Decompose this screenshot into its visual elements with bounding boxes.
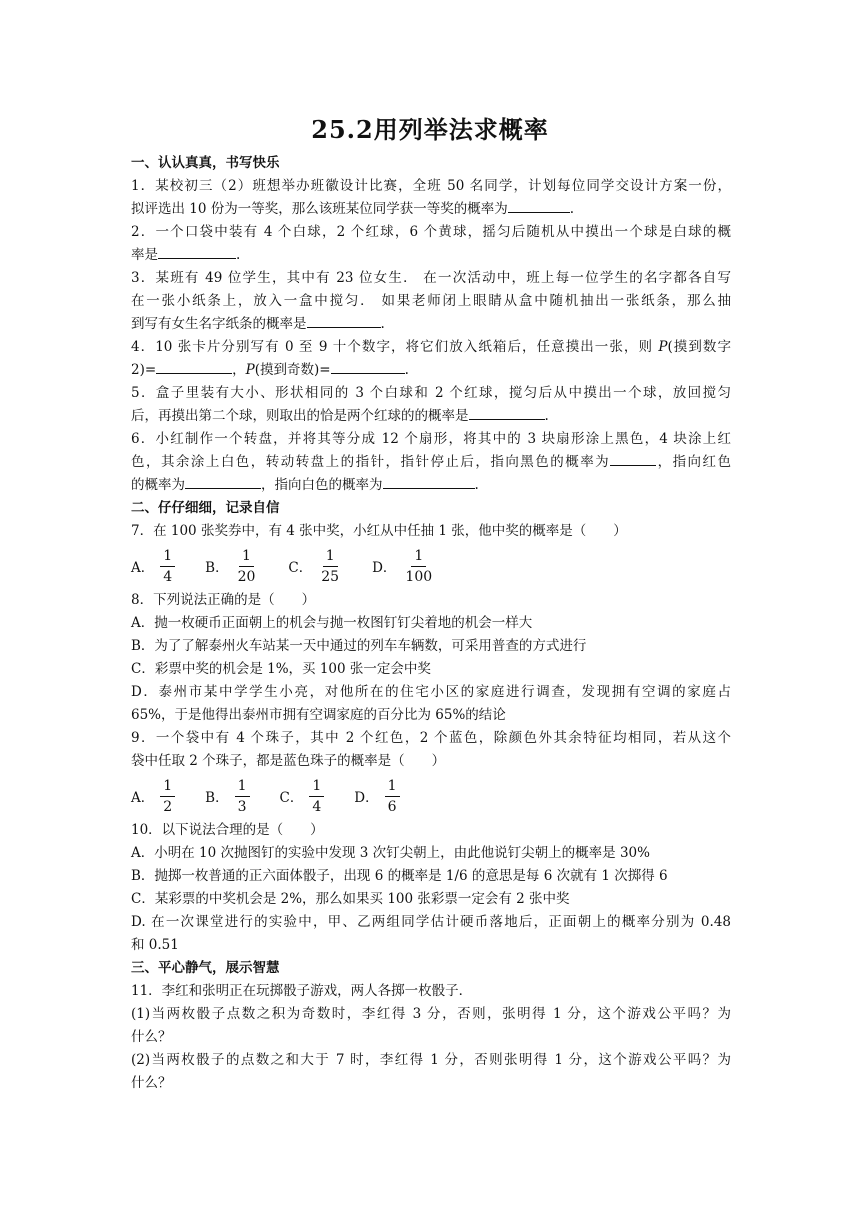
numerator: 1 — [411, 547, 426, 567]
question-8-stem: 8．下列说法正确的是（ ） — [131, 592, 316, 608]
probability-symbol: P — [245, 362, 255, 378]
probability-symbol: P — [658, 339, 668, 355]
question-7 — [131, 520, 731, 589]
fraction — [318, 547, 342, 586]
option-b[interactable] — [205, 777, 249, 816]
question-9-options — [131, 773, 731, 819]
denominator: 4 — [312, 798, 322, 815]
numerator: 1 — [160, 777, 175, 797]
question-3-line-3 — [131, 313, 731, 336]
option-d-continued: 和 0.51 — [131, 937, 179, 953]
question-7-stem: 7．在 100 张奖券中，有 4 张中奖，小红从中任抽 1 张，他中奖的概率是（ ） — [131, 523, 627, 539]
question-4-text-2: (摸到数字 — [667, 339, 731, 355]
fraction — [235, 547, 259, 586]
option-letter: B． — [205, 790, 229, 806]
numerator: 1 — [160, 547, 175, 567]
answer-blank-2[interactable] — [158, 244, 236, 259]
question-1-line-2 — [131, 198, 731, 221]
option-c[interactable]: C．某彩票的中奖机会是 2%，那么如果买 100 张彩票一定会有 2 张中奖 — [131, 891, 570, 907]
question-2-line-2 — [131, 244, 731, 267]
question-2-end: . — [236, 247, 241, 263]
question-2-line-1: 2．一个口袋中装有 4 个白球，2 个红球，6 个黄球，摇匀后随机从中摸出一个球是白球的概 — [131, 224, 731, 240]
question-10-stem: 10．以下说法合理的是（ ） — [131, 822, 324, 838]
answer-blank-6b[interactable] — [185, 474, 261, 489]
answer-blank-6c[interactable] — [383, 474, 475, 489]
question-9 — [131, 727, 731, 819]
denominator: 2 — [163, 798, 173, 815]
question-5 — [131, 382, 731, 428]
question-11-part-2-continued: 什么？ — [131, 1075, 172, 1091]
option-letter: D． — [372, 560, 397, 576]
option-a[interactable]: A．小明在 10 次抛图钉的实验中发现 3 次钉尖朝上，由此他说钉尖朝上的概率是 30% — [131, 845, 650, 861]
page-title: 25.2用列举法求概率 — [311, 115, 549, 144]
question-7-options — [131, 543, 731, 589]
option-c[interactable] — [280, 777, 325, 816]
answer-blank-1[interactable] — [508, 198, 570, 213]
question-6-text-3: 的概率为 — [131, 477, 185, 493]
option-d[interactable]: D．泰州市某中学学生小亮，对他所在的住宅小区的家庭进行调查，发现拥有空调的家庭占 — [131, 684, 731, 700]
question-3-line-1: 3．某班有 49 位学生，其中有 23 位女生． 在一次活动中，班上每一位学生的名字都各自写 — [131, 270, 731, 286]
question-4-line-1 — [131, 336, 731, 359]
question-11 — [131, 980, 731, 1095]
question-2-text: 率是 — [131, 247, 158, 263]
option-a[interactable]: A．抛一枚硬币正面朝上的机会与抛一枚图钉钉尖着地的机会一样大 — [131, 615, 533, 631]
question-6-text-2: ，指向红色 — [656, 454, 732, 470]
question-11-part-2: (2)当两枚骰子的点数之和大于 7 时，李红得 1 分，否则张明得 1 分，这个游戏公平吗？为 — [131, 1052, 731, 1068]
numerator: 1 — [239, 547, 254, 567]
question-9-stem-1: 9．一个袋中有 4 个珠子，其中 2 个红色，2 个蓝色，除颜色外其余特征均相同，若从这个 — [131, 730, 731, 746]
question-1-text: 拟评选出 10 份为一等奖，那么该班某位同学获一等奖的概率为 — [131, 201, 508, 217]
option-c[interactable]: C．彩票中奖的机会是 1%，买 100 张一定会中奖 — [131, 661, 431, 677]
answer-blank-5[interactable] — [469, 405, 545, 420]
question-11-stem: 11．李红和张明正在玩掷骰子游戏，两人各掷一枚骰子． — [131, 983, 473, 999]
question-4 — [131, 336, 731, 382]
denominator: 20 — [237, 568, 256, 585]
option-b[interactable]: B．为了了解泰州火车站某一天中通过的列车车辆数，可采用普查的方式进行 — [131, 638, 587, 654]
option-letter: A． — [131, 560, 155, 576]
section-heading-2: 二、仔仔细细，记录自信 — [131, 500, 280, 516]
numerator: 1 — [309, 777, 324, 797]
question-9-stem-2: 袋中任取 2 个珠子，都是蓝色珠子的概率是（ ） — [131, 753, 446, 769]
question-4-text-3: 2)= — [131, 362, 157, 378]
answer-blank-4b[interactable] — [331, 359, 405, 374]
answer-blank-3[interactable] — [307, 313, 381, 328]
fraction — [160, 777, 175, 816]
option-letter: C． — [288, 560, 313, 576]
question-6-text: 色，其余涂上白色，转动转盘上的指针，指针停止后，指向黑色的概率为 — [131, 454, 611, 470]
denominator: 100 — [405, 568, 433, 585]
question-4-text: 4．10 张卡片分别写有 0 至 9 十个数字，将它们放入纸箱后，任意摸出一张，则 — [131, 339, 659, 355]
option-a[interactable] — [131, 547, 175, 586]
question-6-line-3 — [131, 474, 731, 497]
numerator: 1 — [235, 777, 250, 797]
option-a[interactable] — [131, 777, 175, 816]
question-6-line-2 — [131, 451, 731, 474]
fraction — [160, 547, 175, 586]
question-5-end: . — [544, 408, 549, 424]
question-5-line-2 — [131, 405, 731, 428]
question-4-comma: ， — [232, 362, 246, 378]
question-3-line-2: 在一张小纸条上，放入一盒中搅匀． 如果老师闭上眼睛从盒中随机抽出一张纸条，那么抽 — [131, 293, 731, 309]
question-4-line-2 — [131, 359, 731, 382]
answer-blank-4a[interactable] — [156, 359, 232, 374]
question-4-end: . — [404, 362, 409, 378]
question-1 — [131, 175, 731, 221]
option-letter: B． — [205, 560, 229, 576]
question-11-part-1-continued: 什么？ — [131, 1029, 172, 1045]
numerator: 1 — [385, 777, 400, 797]
question-6 — [131, 428, 731, 497]
fraction — [385, 777, 400, 816]
option-b[interactable]: B．抛掷一枚普通的正六面体骰子，出现 6 的概率是 1/6 的意思是每 6 次就有 1 次掷得 6 — [131, 868, 668, 884]
question-10 — [131, 819, 731, 957]
option-letter: D． — [354, 790, 379, 806]
question-2 — [131, 221, 731, 267]
option-d[interactable]: D. 在一次课堂进行的实验中，甲、乙两组同学估计硬币落地后，正面朝上的概率分别为 0.48 — [131, 914, 731, 930]
question-11-part-1: (1)当两枚骰子点数之积为奇数时，李红得 3 分，否则，张明得 1 分，这个游戏公平吗？为 — [131, 1006, 731, 1022]
question-1-line-1: 1．某校初三（2）班想举办班徽设计比赛，全班 50 名同学，计划每位同学交设计方案一份， — [131, 178, 731, 194]
question-6-text-4: ，指向白色的概率为 — [261, 477, 383, 493]
denominator: 3 — [237, 798, 247, 815]
question-6-end: . — [474, 477, 479, 493]
option-letter: A． — [131, 790, 155, 806]
fraction — [309, 777, 324, 816]
denominator: 25 — [321, 568, 340, 585]
question-6-line-1: 6．小红制作一个转盘，并将其等分成 12 个扇形，将其中的 3 块扇形涂上黑色，4 块涂上红 — [131, 431, 731, 447]
option-d-continued: 65%，于是他得出泰州市拥有空调家庭的百分比为 65%的结论 — [131, 707, 506, 723]
numerator: 1 — [323, 547, 338, 567]
fraction — [235, 777, 250, 816]
question-3 — [131, 267, 731, 336]
question-8 — [131, 589, 731, 727]
option-letter: C． — [279, 790, 304, 806]
question-1-end: . — [569, 201, 575, 217]
question-4-text-4: (摸到奇数)= — [254, 362, 331, 378]
option-d[interactable] — [354, 777, 399, 816]
question-3-end: . — [380, 316, 385, 332]
denominator: 4 — [163, 568, 173, 585]
question-5-line-1: 5．盒子里装有大小、形状相同的 3 个白球和 2 个红球，搅匀后从中摸出一个球，放回搅匀 — [131, 385, 731, 401]
denominator: 6 — [387, 798, 397, 815]
option-d[interactable] — [372, 547, 435, 586]
answer-blank-6a[interactable] — [610, 451, 656, 466]
question-3-text: 到写有女生名字纸条的概率是 — [131, 316, 307, 332]
fraction — [402, 547, 435, 586]
section-heading-3: 三、平心静气，展示智慧 — [131, 960, 280, 976]
question-5-text: 后，再摸出第二个球，则取出的恰是两个红球的的概率是 — [131, 408, 469, 424]
option-b[interactable] — [205, 547, 258, 586]
section-heading-1: 一、认认真真，书写快乐 — [131, 155, 280, 171]
option-c[interactable] — [288, 547, 342, 586]
worksheet-content — [131, 152, 731, 1095]
